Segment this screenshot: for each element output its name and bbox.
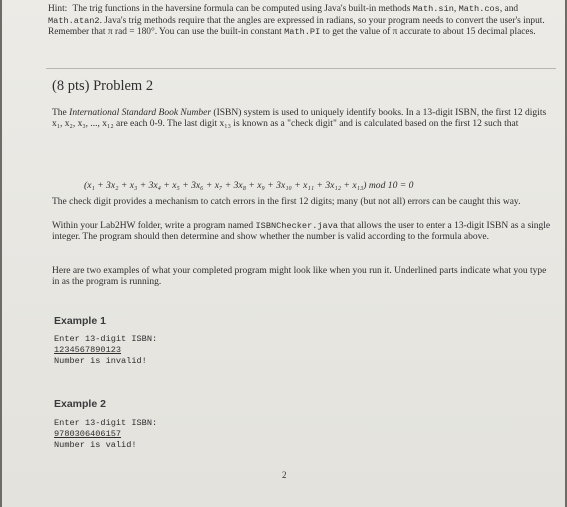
hint-lead: Hint: [48,4,68,14]
example-1-title: Example 1 [54,315,106,327]
example-2-console [54,418,157,451]
instructions-a: Within your Lab2HW folder, write a program named [52,221,254,231]
paragraph-isbn-intro [52,108,552,131]
hint-text-2: . Java's trig methods require that the angles are expressed in radians, so your program needs to convert the user's input. Remember that π rad = 180°. You can use the built-in constant [48,15,545,38]
code-math-sin: Math.sin [412,4,454,14]
hint-comma-1: , [453,4,457,14]
example-1-input: 1234567890123 [54,345,122,355]
hint-text-1: The trig functions in the haversine formula can be computed using Java's built-in methods [72,4,411,14]
code-math-pi: Math.PI [284,27,321,38]
example-1-console [54,334,157,367]
intro-term: International Standard Book Number [69,108,212,118]
example-2-title: Example 2 [54,398,106,410]
section-divider [46,68,556,69]
example-2-input: 9780306406157 [54,429,122,439]
intro-rest: (ISBN) system is used to uniquely identify books. In a 13-digit ISBN, the first 12 digits x₁, x₂, x₃, ..., x₁₂ are each 0-9. The last digit x₁₃ is known as a "check digit" and is calculated based on the first 12 such that [52,108,547,130]
intro-lead: The [52,108,67,118]
check-digit-formula: (x₁ + 3x₂ + x₃ + 3x₄ + x₅ + 3x₆ + x₇ + 3x₈ + x₉ + 3x₁₀ + x₁₁ + 3x₁₂ + x₁₃) mod 10 = 0 [84,180,414,191]
example-1-prompt: Enter 13-digit ISBN: [54,334,158,344]
hint-text-3: to get the value of π accurate to about 15 decimal places. [322,27,536,38]
code-filename: ISBNChecker.java [255,221,339,231]
code-math-atan2: Math.atan2 [48,15,100,26]
problem-title: (8 pts) Problem 2 [52,78,154,94]
hint-paragraph [48,4,548,39]
page-number: 2 [282,470,287,480]
example-2-prompt: Enter 13-digit ISBN: [54,418,158,428]
code-math-cos: Math.cos [458,4,500,14]
example-1-output: Number is invalid! [54,356,147,366]
paragraph-instructions [52,221,552,244]
paragraph-check-digit: The check digit provides a mechanism to catch errors in the first 12 digits; many (but not all) errors can be caught this way. [52,197,521,207]
paragraph-examples-intro: Here are two examples of what your completed program might look like when you run it. Underlined parts indicate what you type in as the program is running. [52,266,547,288]
document-page [2,0,565,507]
instructions-b: that allows the user to enter a 13-digit ISBN as a single integer. The program should then determine and show whether the number is valid according to the formula above. [52,221,551,243]
hint-and: , and [499,4,519,14]
example-2-output: Number is valid! [54,440,137,450]
